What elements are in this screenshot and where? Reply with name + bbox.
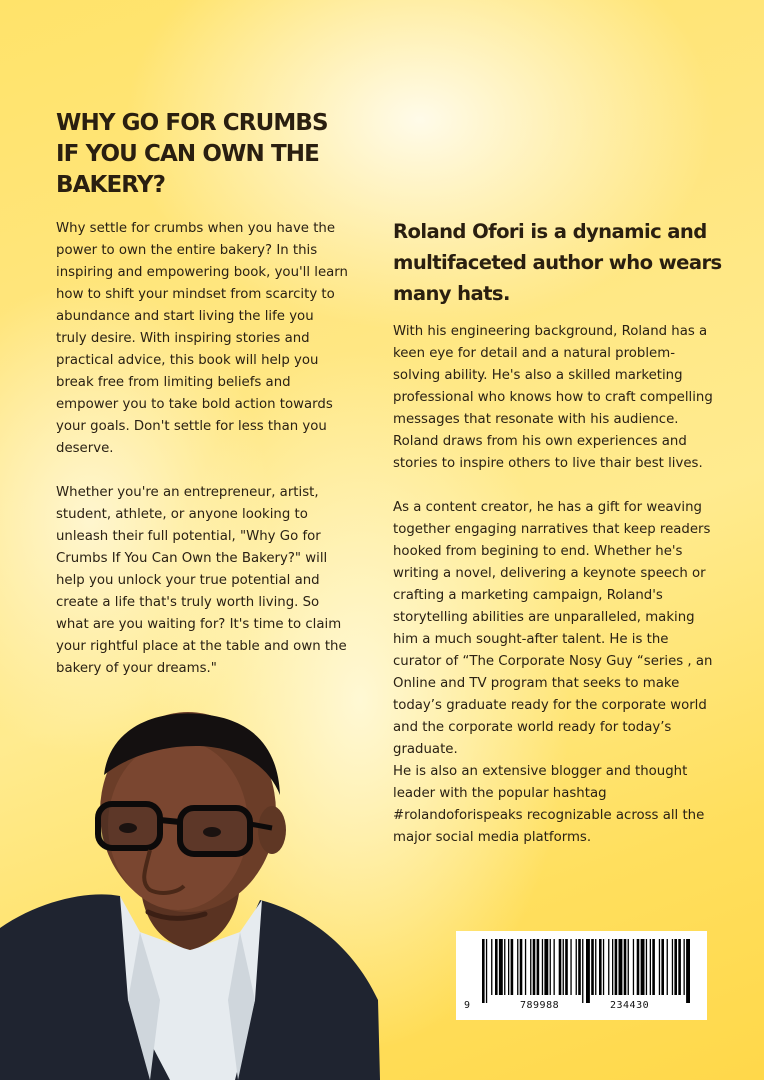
barcode-bar [504, 939, 505, 995]
author-portrait [0, 700, 380, 1080]
isbn-barcode [456, 931, 707, 1020]
barcode-bar [599, 939, 602, 995]
barcode-bar [565, 939, 568, 995]
barcode-bar [641, 939, 645, 995]
barcode-bar [608, 939, 609, 995]
bio-paragraph-1: With his engineering background, Roland has a keen eye for detail and a natural problem-solving ability. He's also a skilled marketing professional who knows how to craft compelling messages that resonate with his audience. Roland draws from his own experiences and stories to inspire others to live thair best lives. [393, 324, 713, 471]
barcode-bar [578, 939, 581, 995]
barcode-bar [686, 939, 690, 1003]
barcode-bar [646, 939, 647, 995]
barcode-bar [559, 939, 562, 995]
bio-paragraph-3: He is also an extensive blogger and thought leader with the popular hashtag #rolandoforispeaks recognizable across all the major social media platforms. [393, 764, 705, 845]
barcode-bar [591, 939, 594, 995]
barcode-bar [537, 939, 540, 995]
barcode-bar [544, 939, 548, 995]
barcode-bar [619, 939, 623, 995]
barcode-bar [661, 939, 664, 995]
barcode-bar [650, 939, 651, 995]
barcode-bar [554, 939, 555, 995]
barcode-bar [491, 939, 492, 995]
book-description [56, 218, 348, 702]
description-paragraph-2: Whether you're an entrepreneur, artist, student, athlete, or anyone looking to unleash their full potential, "Why Go for Crumbs If You Can Own the Bakery?" will help you unlock your true potential and create a life that's truly worth living. So what are you waiting for? It's time to claim your rightful place at the table and own the bakery of your dreams." [56, 485, 347, 676]
barcode-bar [570, 939, 571, 995]
barcode-bar [550, 939, 551, 995]
barcode-bar [612, 939, 613, 995]
barcode-group-right: 234430 [610, 1000, 650, 1011]
barcode-bar [659, 939, 660, 995]
barcode-bar [576, 939, 577, 995]
barcode-icon [456, 931, 707, 1020]
barcode-bar [525, 939, 526, 995]
author-headline: Roland Ofori is a dynamic and multifaceted author who wears many hats. [393, 220, 722, 305]
barcode-bar [667, 939, 668, 995]
barcode-bar [652, 939, 655, 995]
barcode-bar [511, 939, 514, 995]
barcode-bar [615, 939, 618, 995]
book-tagline-heading: WHY GO FOR CRUMBS IF YOU CAN OWN THE BAKERY? [56, 110, 328, 198]
barcode-bar [684, 939, 685, 995]
barcode-bar [582, 939, 583, 1003]
barcode-bar [586, 939, 590, 1003]
barcode-bar [624, 939, 627, 995]
barcode-bar [563, 939, 564, 995]
barcode-bar [508, 939, 509, 995]
barcode-bar [542, 939, 543, 995]
description-paragraph-1: Why settle for crumbs when you have the power to own the entire bakery? In this inspiring and empowering book, you'll learn how to shift your mindset from scarcity to abundance and start living the life you truly desire. With inspiring stories and practical advice, this book will help you break free from limiting beliefs and empower you to take bold action towards your goals. Don't settle for less than you deserve. [56, 221, 348, 456]
barcode-bar [637, 939, 640, 995]
barcode-bar [520, 939, 523, 995]
barcode-bar [678, 939, 681, 995]
barcode-bar [495, 939, 498, 995]
barcode-bar [517, 939, 518, 995]
barcode-digit-first: 9 [464, 1000, 471, 1011]
barcode-bar [533, 939, 536, 995]
barcode-bar [486, 939, 487, 1003]
barcode-bar [628, 939, 629, 995]
barcode-bar [674, 939, 677, 995]
author-bio [393, 321, 715, 849]
barcode-bar [499, 939, 503, 995]
barcode-group-left: 789988 [520, 1000, 560, 1011]
barcode-bar [595, 939, 596, 995]
barcode-bar [633, 939, 634, 995]
barcode-bar [672, 939, 673, 995]
bio-paragraph-2: As a content creator, he has a gift for weaving together engaging narratives that keep readers hooked from begining to end. Whether he's writing a novel, delivering a keynote speech or crafting a marketing campaign, Roland's storytelling abilities are unparalleled, making him a much sought-after talent. He is the curator of “The Corporate Nosy Guy “series , an Online and TV program that seeks to make today’s graduate ready for the corporate world and the corporate world ready for today’s graduate. [393, 500, 713, 757]
barcode-bar [603, 939, 604, 995]
barcode-bar [482, 939, 485, 1003]
barcode-bar [530, 939, 531, 995]
